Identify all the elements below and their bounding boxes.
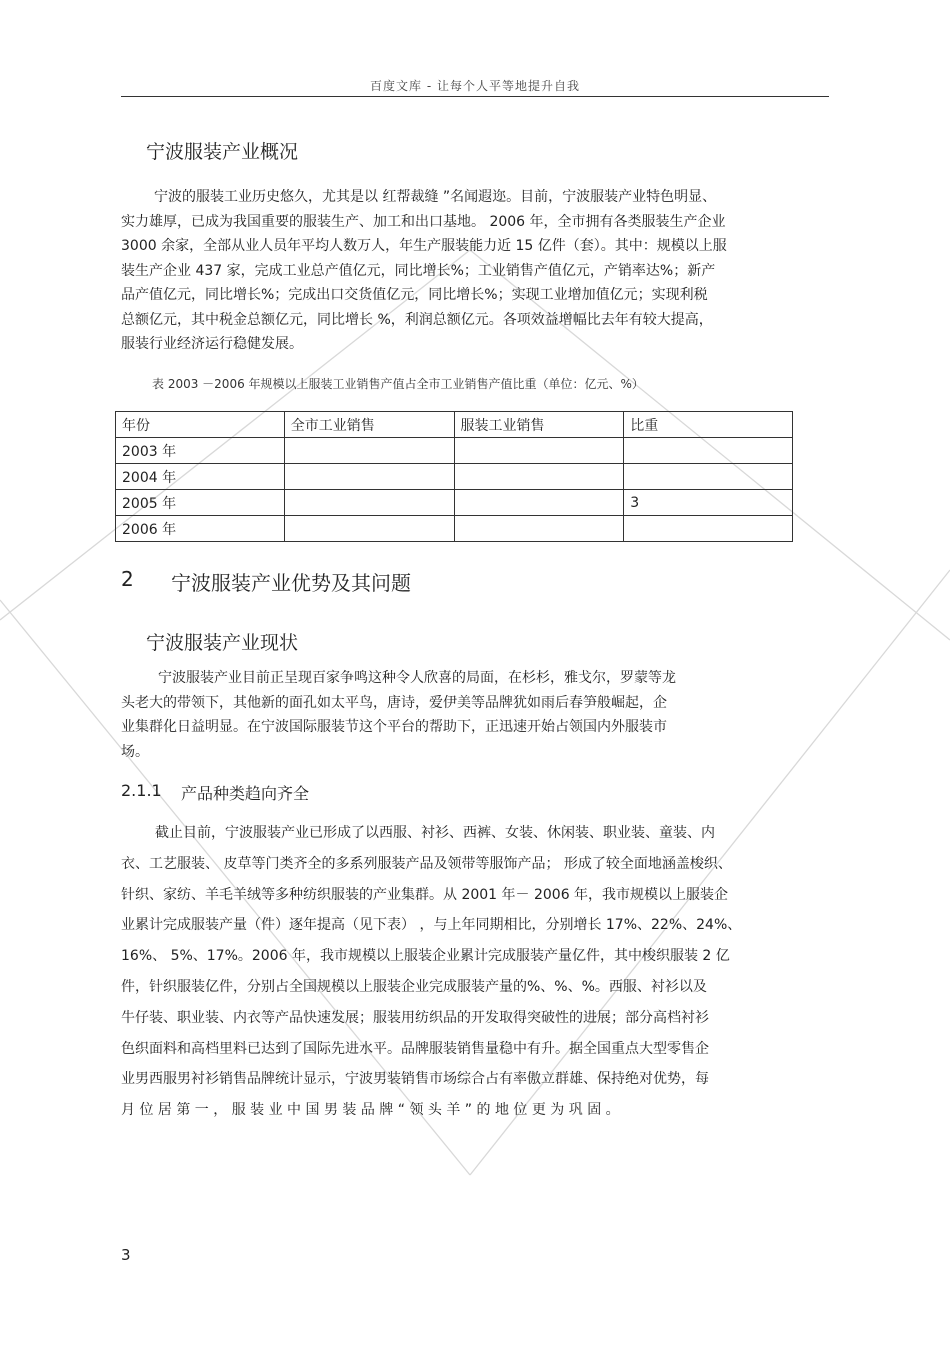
table-row [116, 464, 793, 490]
paragraph-line: 品产值亿元，同比增长%；完成出口交货值亿元，同比增长%；实现工业增加值亿元；实现利税 [121, 287, 708, 303]
paragraph-line: 宁波的服装工业历史悠久，尤其是以 红帮裁缝 ”名闻遐迩。目前，宁波服装产业特色明显、 [154, 189, 717, 205]
paragraph-line: 场。 [121, 743, 149, 760]
table-cell [624, 464, 793, 490]
table-cell [624, 516, 793, 542]
table-cell [454, 516, 624, 542]
table-cell [454, 438, 624, 464]
paragraph-line: 衣、工艺服装、 皮草等门类齐全的多系列服装产品及领带等服饰产品； 形成了较全面地涵盖梭织、 [121, 855, 732, 872]
paragraph-line: 针织、家纺、羊毛羊绒等多种纺织服装的产业集群。从 2001 年－ 2006 年，我市规模以上服装企 [121, 886, 729, 903]
paragraph-line: 服装行业经济运行稳健发展。 [121, 336, 303, 352]
chapter-number: 2 [121, 567, 134, 591]
table-caption: 表 2003 －2006 年规模以上服装工业销售产值占全市工业销售产值比重（单位：亿元、%） [152, 377, 644, 391]
table-cell: 2006 年 [116, 516, 285, 542]
paragraph-line: 装生产企业 437 家，完成工业总产值亿元，同比增长%；工业销售产值亿元，产销率达%；新产 [121, 262, 716, 279]
chapter-title: 宁波服装产业优势及其问题 [171, 571, 411, 595]
paragraph-last-line: 月 位 居 第 一 ， 服 装 业 中 国 男 装 品 牌 “ 领 头 羊 ” 的 地 位 更 为 巩 固 。 [121, 1102, 620, 1118]
column-header-apparel-sales: 服装工业销售 [454, 412, 624, 438]
paragraph-line: 截止目前，宁波服装产业已形成了以西服、衬衫、西裤、女装、休闲装、职业装、童装、内 [155, 825, 715, 841]
table-cell: 3 [624, 490, 793, 516]
paragraph-line: 色织面料和高档里料已达到了国际先进水平。品牌服装销售量稳中有升。据全国重点大型零售企 [121, 1040, 709, 1057]
table-cell: 2005 年 [116, 490, 285, 516]
page-number: 3 [121, 1246, 131, 1264]
table-cell [284, 490, 454, 516]
header-divider [121, 96, 829, 97]
table-cell [624, 438, 793, 464]
table-row [116, 490, 793, 516]
paragraph-line: 业累计完成服装产量（件）逐年提高（见下表） ，与上年同期相比，分别增长 17%、22%、24%、 [121, 917, 742, 934]
table-cell [454, 464, 624, 490]
paragraph-line: 16%、 5%、17%。2006 年，我市规模以上服装企业累计完成服装产量亿件，其中梭织服装 2 亿 [121, 948, 730, 965]
paragraph-line: 牛仔装、职业装、内衣等产品快速发展；服装用纺织品的开发取得突破性的进展；部分高档衬衫 [121, 1009, 709, 1026]
section-paragraph [121, 666, 676, 764]
subsection-number: 2.1.1 [121, 781, 162, 800]
page-header: 百度文库 - 让每个人平等地提升自我 [370, 79, 580, 93]
subsection-title: 产品种类趋向齐全 [181, 784, 310, 803]
table-cell: 2003 年 [116, 438, 285, 464]
column-header-year: 年份 [116, 412, 285, 438]
section-subtitle: 宁波服装产业现状 [146, 632, 299, 654]
column-header-city-sales: 全市工业销售 [284, 412, 454, 438]
section-paragraph [121, 818, 741, 1095]
column-header-share: 比重 [624, 412, 793, 438]
table-cell [284, 438, 454, 464]
table-row [116, 438, 793, 464]
paragraph-line: 业集群化日益明显。在宁波国际服装节这个平台的帮助下，正迅速开始占领国内外服装市 [121, 719, 667, 735]
table-header-row [116, 412, 793, 438]
paragraph-line: 业男西服男衬衫销售品牌统计显示，宁波男装销售市场综合占有率傲立群雄、保持绝对优势，每 [121, 1071, 709, 1088]
section-paragraph [121, 185, 727, 357]
table-row [116, 516, 793, 542]
data-table [115, 411, 793, 542]
paragraph-line: 头老大的带领下，其他新的面孔如太平鸟，唐诗，爱伊美等品牌犹如雨后春笋般崛起，企 [121, 694, 667, 711]
paragraph-line: 件，针织服装亿件，分别占全国规模以上服装企业完成服装产量的%、%、%。西服、衬衫以及 [121, 978, 707, 995]
table-cell [454, 490, 624, 516]
table-cell [284, 464, 454, 490]
paragraph-line: 实力雄厚，已成为我国重要的服装生产、加工和出口基地。 2006 年，全市拥有各类服装生产企业 [121, 213, 726, 230]
table-cell: 2004 年 [116, 464, 285, 490]
paragraph-line: 宁波服装产业目前正呈现百家争鸣这种令人欣喜的局面，在杉杉，雅戈尔，罗蒙等龙 [158, 670, 676, 686]
paragraph-line: 总额亿元，其中税金总额亿元，同比增长 %，利润总额亿元。各项效益增幅比去年有较大提高， [121, 311, 713, 328]
section-title: 宁波服装产业概况 [146, 141, 299, 163]
paragraph-line: 3000 余家，全部从业人员年平均人数万人，年生产服装能力近 15 亿件（套）。其中：规模以上服 [121, 238, 727, 254]
table-cell [284, 516, 454, 542]
